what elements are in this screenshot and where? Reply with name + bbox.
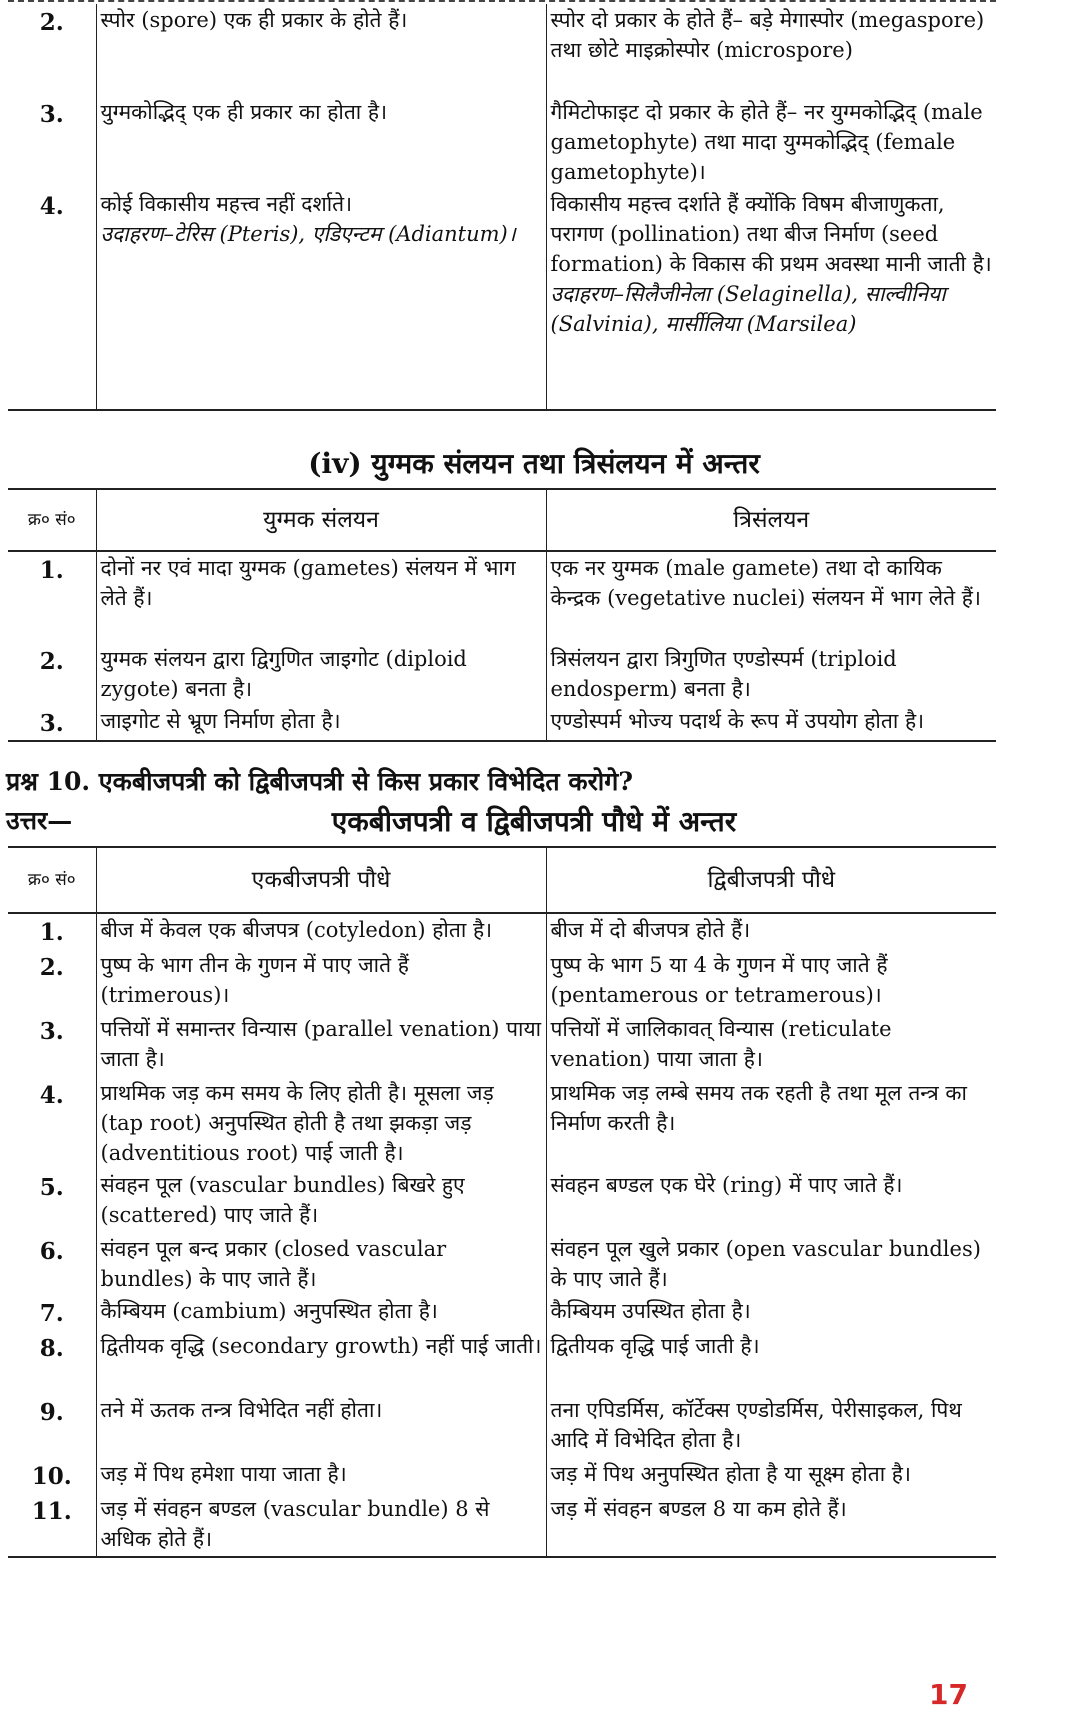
row-number: 9.	[39, 1399, 64, 1426]
cell-left: जड़ में पिथ हमेशा पाया जाता है।	[96, 1458, 546, 1493]
monocot-dicot-table	[8, 846, 996, 1558]
cell-right: कैम्बियम उपस्थित होता है।	[546, 1295, 996, 1330]
example-text: उदाहरण–टेरिस (Pteris), एडिएन्टम (Adiantum)।	[100, 222, 516, 246]
cell-left: पत्तियों में समान्तर विन्यास (parallel venation) पाया जाता है।	[96, 1013, 546, 1077]
cell-right: त्रिसंलयन द्वारा त्रिगुणित एण्डोस्पर्म (triploid endosperm) बनता है।	[546, 643, 996, 705]
cell-right: गैमिटोफाइट दो प्रकार के होते हैं– नर युग्मकोद्भिद् (male gametophyte) तथा मादा युग्मकोद्भिद् (female gametophyte)।	[546, 96, 996, 188]
cell-right: संवहन बण्डल एक घेरे (ring) में पाए जाते हैं।	[546, 1169, 996, 1233]
header-right: त्रिसंलयन	[546, 489, 996, 551]
table-row	[8, 1330, 996, 1394]
row-number: 11.	[31, 1498, 72, 1525]
cell-left: पुष्प के भाग तीन के गुणन में पाए जाते हैं (trimerous)।	[96, 949, 546, 1013]
top-dashed-rule	[8, 0, 996, 2]
row-number: 3.	[39, 710, 64, 737]
cell-right: संवहन पूल खुले प्रकार (open vascular bundles) के पाए जाते हैं।	[546, 1233, 996, 1295]
section-heading: (iv) युग्मक संलयन तथा त्रिसंलयन में अन्तर	[308, 447, 760, 480]
row-number: 3.	[39, 1018, 64, 1045]
cell-right: स्पोर दो प्रकार के होते हैं– बड़े मेगास्पोर (megaspore) तथा छोटे माइक्रोस्पोर (microspore)	[546, 4, 996, 96]
cell-right: बीज में दो बीजपत्र होते हैं।	[546, 913, 996, 949]
cell-left: जड़ में संवहन बण्डल (vascular bundle) 8 से अधिक होते हैं।	[96, 1493, 546, 1557]
answer-title: एकबीजपत्री व द्विबीजपत्री पौधे में अन्तर	[331, 805, 737, 838]
table-row	[8, 1394, 996, 1458]
cell-right: एण्डोस्पर्म भोज्य पदार्थ के रूप में उपयोग होता है।	[546, 705, 996, 741]
cell-left: तने में ऊतक तन्त्र विभेदित नहीं होता।	[96, 1394, 546, 1458]
table-row	[8, 643, 996, 705]
table-row	[8, 96, 996, 188]
table-row	[8, 705, 996, 741]
cell-right	[546, 188, 996, 410]
row-number: 1.	[39, 919, 64, 946]
table-row	[8, 1295, 996, 1330]
cell-left: युग्मक संलयन द्वारा द्विगुणित जाइगोट (diploid zygote) बनता है।	[96, 643, 546, 705]
table-row	[8, 4, 996, 96]
header-left: युग्मक संलयन	[96, 489, 546, 551]
cell-left: प्राथमिक जड़ कम समय के लिए होती है। मूसला जड़ (tap root) अनुपस्थित होती है तथा झकड़ा जड़ (adventitious root) पाई जाती है।	[96, 1077, 546, 1169]
cell-right: तना एपिडर्मिस, कॉर्टेक्स एण्डोडर्मिस, पेरीसाइकल, पिथ आदि में विभेदित होता है।	[546, 1394, 996, 1458]
cell-left: संवहन पूल बन्द प्रकार (closed vascular bundles) के पाए जाते हैं।	[96, 1233, 546, 1295]
cell-right: प्राथमिक जड़ लम्बे समय तक रहती है तथा मूल तन्त्र का निर्माण करती है।	[546, 1077, 996, 1169]
cell-left: दोनों नर एवं मादा युग्मक (gametes) संलयन में भाग लेते हैं।	[96, 551, 546, 643]
row-number: 1.	[39, 557, 64, 584]
header-right: द्विबीजपत्री पौधे	[546, 847, 996, 913]
table-header-row	[8, 489, 996, 551]
cell-left: संवहन पूल (vascular bundles) बिखरे हुए (scattered) पाए जाते हैं।	[96, 1169, 546, 1233]
row-number: 10.	[31, 1463, 72, 1490]
table-row	[8, 913, 996, 949]
cell-right: पत्तियों में जालिकावत् विन्यास (reticulate venation) पाया जाता है।	[546, 1013, 996, 1077]
cell-right: द्वितीयक वृद्धि पाई जाती है।	[546, 1330, 996, 1394]
cell-text: विकासीय महत्त्व दर्शाते हैं क्योंकि विषम बीजाणुकता, परागण (pollination) तथा बीज निर्माण (seed formation) के विकास की प्रथम अवस्था मानी जाती है।	[550, 192, 992, 276]
cell-left: युग्मकोद्भिद् एक ही प्रकार का होता है।	[96, 96, 546, 188]
cell-right: जड़ में संवहन बण्डल 8 या कम होते हैं।	[546, 1493, 996, 1557]
row-number: 8.	[39, 1335, 64, 1362]
table-row	[8, 1458, 996, 1493]
table-row	[8, 188, 996, 410]
table-row	[8, 1493, 996, 1557]
row-number: 5.	[39, 1174, 64, 1201]
answer-label: उत्तर—	[6, 806, 73, 835]
cell-left: कैम्बियम (cambium) अनुपस्थित होता है।	[96, 1295, 546, 1330]
question-text: प्रश्न 10. एकबीजपत्री को द्विबीजपत्री से किस प्रकार विभेदित करोगे?	[6, 767, 634, 796]
cell-right: एक नर युग्मक (male gamete) तथा दो कायिक केन्द्रक (vegetative nuclei) संलयन में भाग लेते हैं।	[546, 551, 996, 643]
table-row	[8, 1013, 996, 1077]
cell-text: कोई विकासीय महत्त्व नहीं दर्शाते।	[100, 192, 353, 216]
cell-left: जाइगोट से भ्रूण निर्माण होता है।	[96, 705, 546, 741]
row-number: 4.	[39, 1082, 64, 1109]
example-text: उदाहरण–सिलैजीनेला (Selaginella), साल्वीनिया (Salvinia), मार्सीलिया (Marsilea)	[550, 282, 946, 336]
cell-left: स्पोर (spore) एक ही प्रकार के होते हैं।	[96, 4, 546, 96]
table-row	[8, 551, 996, 643]
header-serial: क्र० सं०	[27, 510, 76, 530]
table-row	[8, 1233, 996, 1295]
page-number: 17	[929, 1678, 968, 1711]
table-header-row	[8, 847, 996, 913]
table-row	[8, 949, 996, 1013]
row-number: 4.	[39, 193, 64, 220]
row-number: 2.	[39, 954, 64, 981]
header-serial: क्र० सं०	[27, 870, 76, 890]
row-number: 7.	[39, 1300, 64, 1327]
cell-right: पुष्प के भाग 5 या 4 के गुणन में पाए जाते हैं (pentamerous or tetramerous)।	[546, 949, 996, 1013]
cell-left	[96, 188, 546, 410]
row-number: 6.	[39, 1238, 64, 1265]
row-number: 2.	[39, 648, 64, 675]
fusion-comparison-table	[8, 488, 996, 742]
table-row	[8, 1077, 996, 1169]
header-left: एकबीजपत्री पौधे	[96, 847, 546, 913]
table-row	[8, 1169, 996, 1233]
row-number: 3.	[39, 101, 64, 128]
cell-left: द्वितीयक वृद्धि (secondary growth) नहीं पाई जाती।	[96, 1330, 546, 1394]
row-number: 2.	[39, 9, 64, 36]
spore-comparison-table	[8, 4, 996, 411]
cell-right: जड़ में पिथ अनुपस्थित होता है या सूक्ष्म होता है।	[546, 1458, 996, 1493]
cell-left: बीज में केवल एक बीजपत्र (cotyledon) होता है।	[96, 913, 546, 949]
